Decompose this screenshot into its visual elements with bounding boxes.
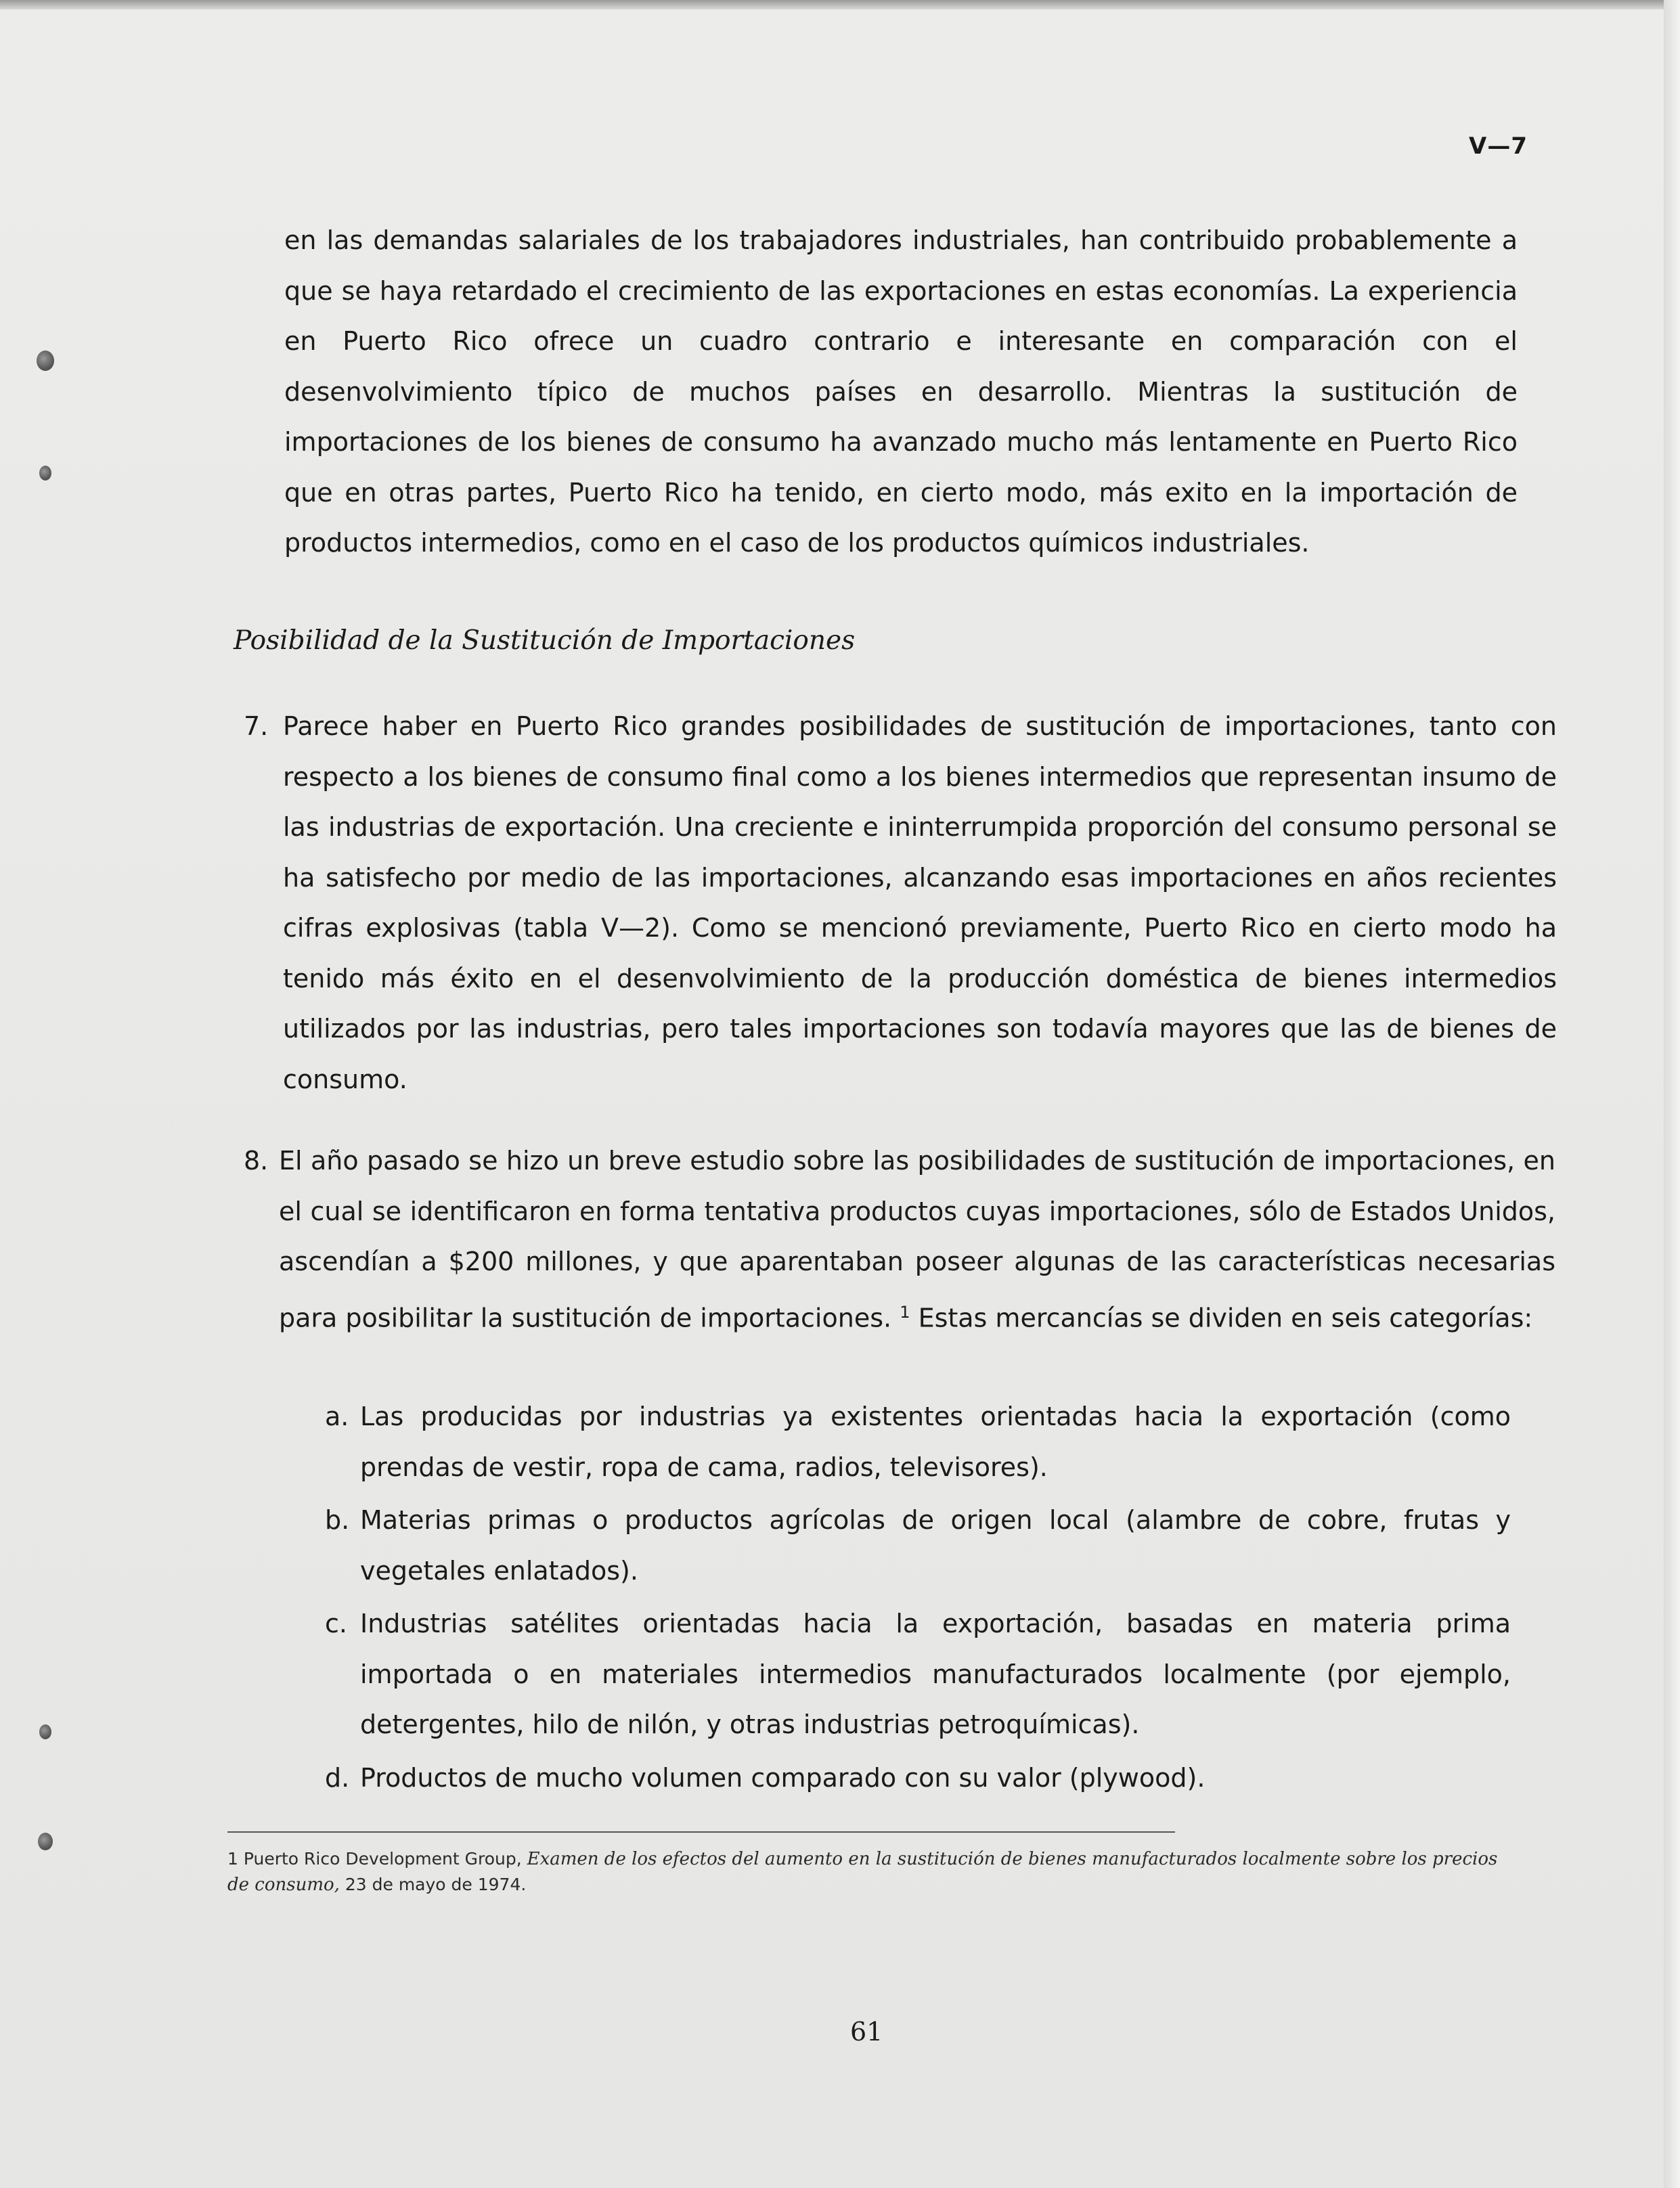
footnote-separator bbox=[227, 1831, 1175, 1833]
footnote-reference: 1 bbox=[900, 1302, 910, 1322]
item-number: 8. bbox=[244, 1146, 269, 1176]
bleed-through-text bbox=[217, 1800, 1503, 1850]
subitem-letter: a. bbox=[325, 1402, 349, 1431]
subitem-text: Productos de mucho volumen comparado con su valor (plywood). bbox=[360, 1763, 1206, 1793]
footnote-date: 23 de mayo de 1974. bbox=[345, 1875, 527, 1894]
footnote bbox=[227, 1846, 1513, 1898]
punch-hole-1 bbox=[37, 351, 54, 371]
item-text: Parece haber en Puerto Rico grandes posibilidades de sustitución de importaciones, tanto con respecto a los bienes de consumo final como a los bienes intermedios que representan insumo de las industrias de exportación. Una creciente e ininterrumpida proporción del consumo personal se ha satisfecho por medio de las importaciones, alcanzando esas importaciones en años recientes cifras explosivas (tabla V—2). Como se mencionó previamente, Puerto Rico en cierto modo ha tenido más éxito en el desenvolvimiento de la producción doméstica de bienes intermedios utilizados por las industrias, pero tales importaciones son todavía mayores que las de bienes de consumo. bbox=[283, 711, 1557, 1094]
subitem-letter: c. bbox=[325, 1609, 347, 1638]
page-identifier: V—7 bbox=[1469, 133, 1528, 160]
subitem-text: Industrias satélites orientadas hacia la exportación, basadas en materia prima importada o en materiales intermedios manufacturados localmente (por ejemplo, detergentes, hilo de nilón, y otras industrias petroquímicas). bbox=[360, 1609, 1511, 1739]
section-heading: Posibilidad de la Sustitución de Importaciones bbox=[234, 625, 856, 656]
page-number: 61 bbox=[850, 2017, 883, 2047]
page-top-edge-shadow bbox=[0, 0, 1680, 9]
footnote-number: 1 bbox=[227, 1849, 238, 1869]
subitem-text: Materias primas o productos agrícolas de origen local (alambre de cobre, frutas y vegetales enlatados). bbox=[360, 1505, 1511, 1586]
punch-hole-3 bbox=[39, 1724, 51, 1739]
punch-hole-4 bbox=[38, 1833, 53, 1850]
subitem-letter: d. bbox=[325, 1763, 350, 1793]
item-number: 7. bbox=[244, 711, 269, 741]
item-text-after-note: Estas mercancías se dividen en seis categorías: bbox=[918, 1303, 1533, 1333]
item-text-before-note: El año pasado se hizo un breve estudio sobre las posibilidades de sustitución de importaciones, en el cual se identificaron en forma tentativa productos cuyas importaciones, sólo de Estados Unidos, ascendían a $200 millones, y que aparentaban poseer algunas de las características necesarias para posibilitar la sustitución de importaciones. bbox=[279, 1146, 1555, 1333]
subitem-text: Las producidas por industrias ya existentes orientadas hacia la exportación (como prendas de vestir, ropa de cama, radios, televisores). bbox=[360, 1402, 1511, 1482]
footnote-author: Puerto Rico Development Group, bbox=[243, 1849, 522, 1869]
paragraph-continuation: en las demandas salariales de los trabajadores industriales, han contribuido probablemente a que se haya retardado el crecimiento de las exportaciones en estas economías. La experiencia en Puerto Rico ofrece un cuadro contrario e interesante en comparación con el desenvolvimiento típico de muchos países en desarrollo. Mientras la sustitución de importaciones de los bienes de consumo ha avanzado mucho más lentamente en Puerto Rico que en otras partes, Puerto Rico ha tenido, en cierto modo, más exito en la importación de productos intermedios, como en el caso de los productos químicos industriales. bbox=[284, 225, 1518, 558]
footnote-title: Examen de los efectos del aumento en la sustitución de bienes manufacturados localmente sobre los precios de consumo, bbox=[227, 1849, 1498, 1895]
subitem-letter: b. bbox=[325, 1505, 350, 1535]
page-right-edge bbox=[1664, 0, 1680, 2188]
item-text bbox=[279, 1136, 1555, 1343]
punch-hole-2 bbox=[39, 466, 51, 481]
